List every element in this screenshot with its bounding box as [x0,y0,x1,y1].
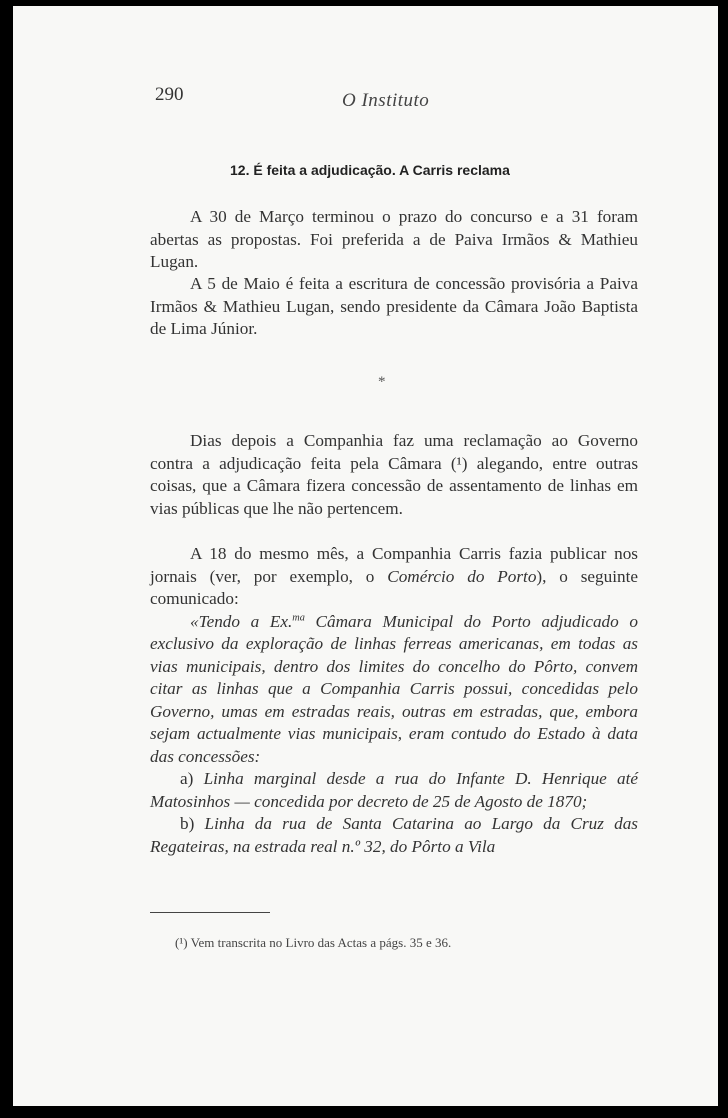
paragraph-3 [150,430,638,520]
footnote-text: Vem transcrita no Livro das Actas a págs. 35 e 36. [187,935,452,950]
paragraph-3-text-a: Dias depois a Companhia faz uma reclamação ao Governo contra a adjudicação feita pela Câmara [150,431,638,473]
item-b-marker: b) [180,814,195,833]
item-a-marker: a) [180,769,194,788]
footnote [175,935,451,951]
section-heading [230,162,510,178]
paragraph-2-text: A 5 de Maio é feita a escritura de concessão provisória a Paiva Irmãos & Mathieu Lugan, sendo presidente da Câmara João Baptista de Lima Júnior. [150,274,638,338]
paragraph-3-text-b: alegando, entre outras coisas, que a Câmara fizera concessão de assentamento de linhas em vias públicas que lhe não pertencem. [150,453,639,518]
paragraph-4-text-a: A 18 do mesmo mês, a Companhia Carris fazia publicar nos jornais (ver, por exemplo, o [150,544,638,586]
page-number: 290 [155,84,184,105]
paragraph-1 [150,206,638,274]
running-title: O Instituto [342,90,430,111]
item-b-text: Linha da rua de Santa Catarina ao Largo da Cruz das Regateiras, na estrada real n.º 32, do Pôrto a Vila [150,814,638,856]
section-title: É feita a adjudicação. A Carris reclama [253,162,510,178]
paragraph-4 [150,543,638,858]
footnote-reference: (¹) [450,453,468,473]
section-number: 12. [230,162,250,178]
quote-text-a: «Tendo a Ex. [190,611,293,631]
paragraph-1-text: A 30 de Março terminou o prazo do concurso e a 31 foram abertas as propostas. Foi preferida a de Paiva Irmãos & Mathieu Lugan. [150,207,638,271]
quote-text-b: Câmara Municipal do Porto adjudicado o exclusivo da exploração de linhas ferreas americanas, em todas as vias municipais, dentro dos limites do concelho do Pôrto, convem citar as linhas que a Companhia Carris possui, concedidas pelo Governo, umas em estradas reais, outras em estradas, que, embora sejam actualmente vias municipais, eram contudo do Estado à data das concessões: [150,611,638,766]
quote-paragraph [150,611,638,769]
paragraph-2 [150,273,638,341]
section-separator: * [378,374,386,390]
footnote-marker: (¹) [175,935,188,950]
quote-superscript: ma [292,611,305,623]
footnote-rule [150,912,270,913]
paragraph-4-text-b: ), o seguinte comunicado: [150,566,638,608]
item-a-text: Linha marginal desde a rua do Infante D. Henrique até Matosinhos — concedida por decreto de 25 de Agosto de 1870; [150,769,638,811]
newspaper-title: Comércio do Porto [387,566,537,586]
list-item-b [150,813,638,858]
list-item-a [150,768,638,813]
